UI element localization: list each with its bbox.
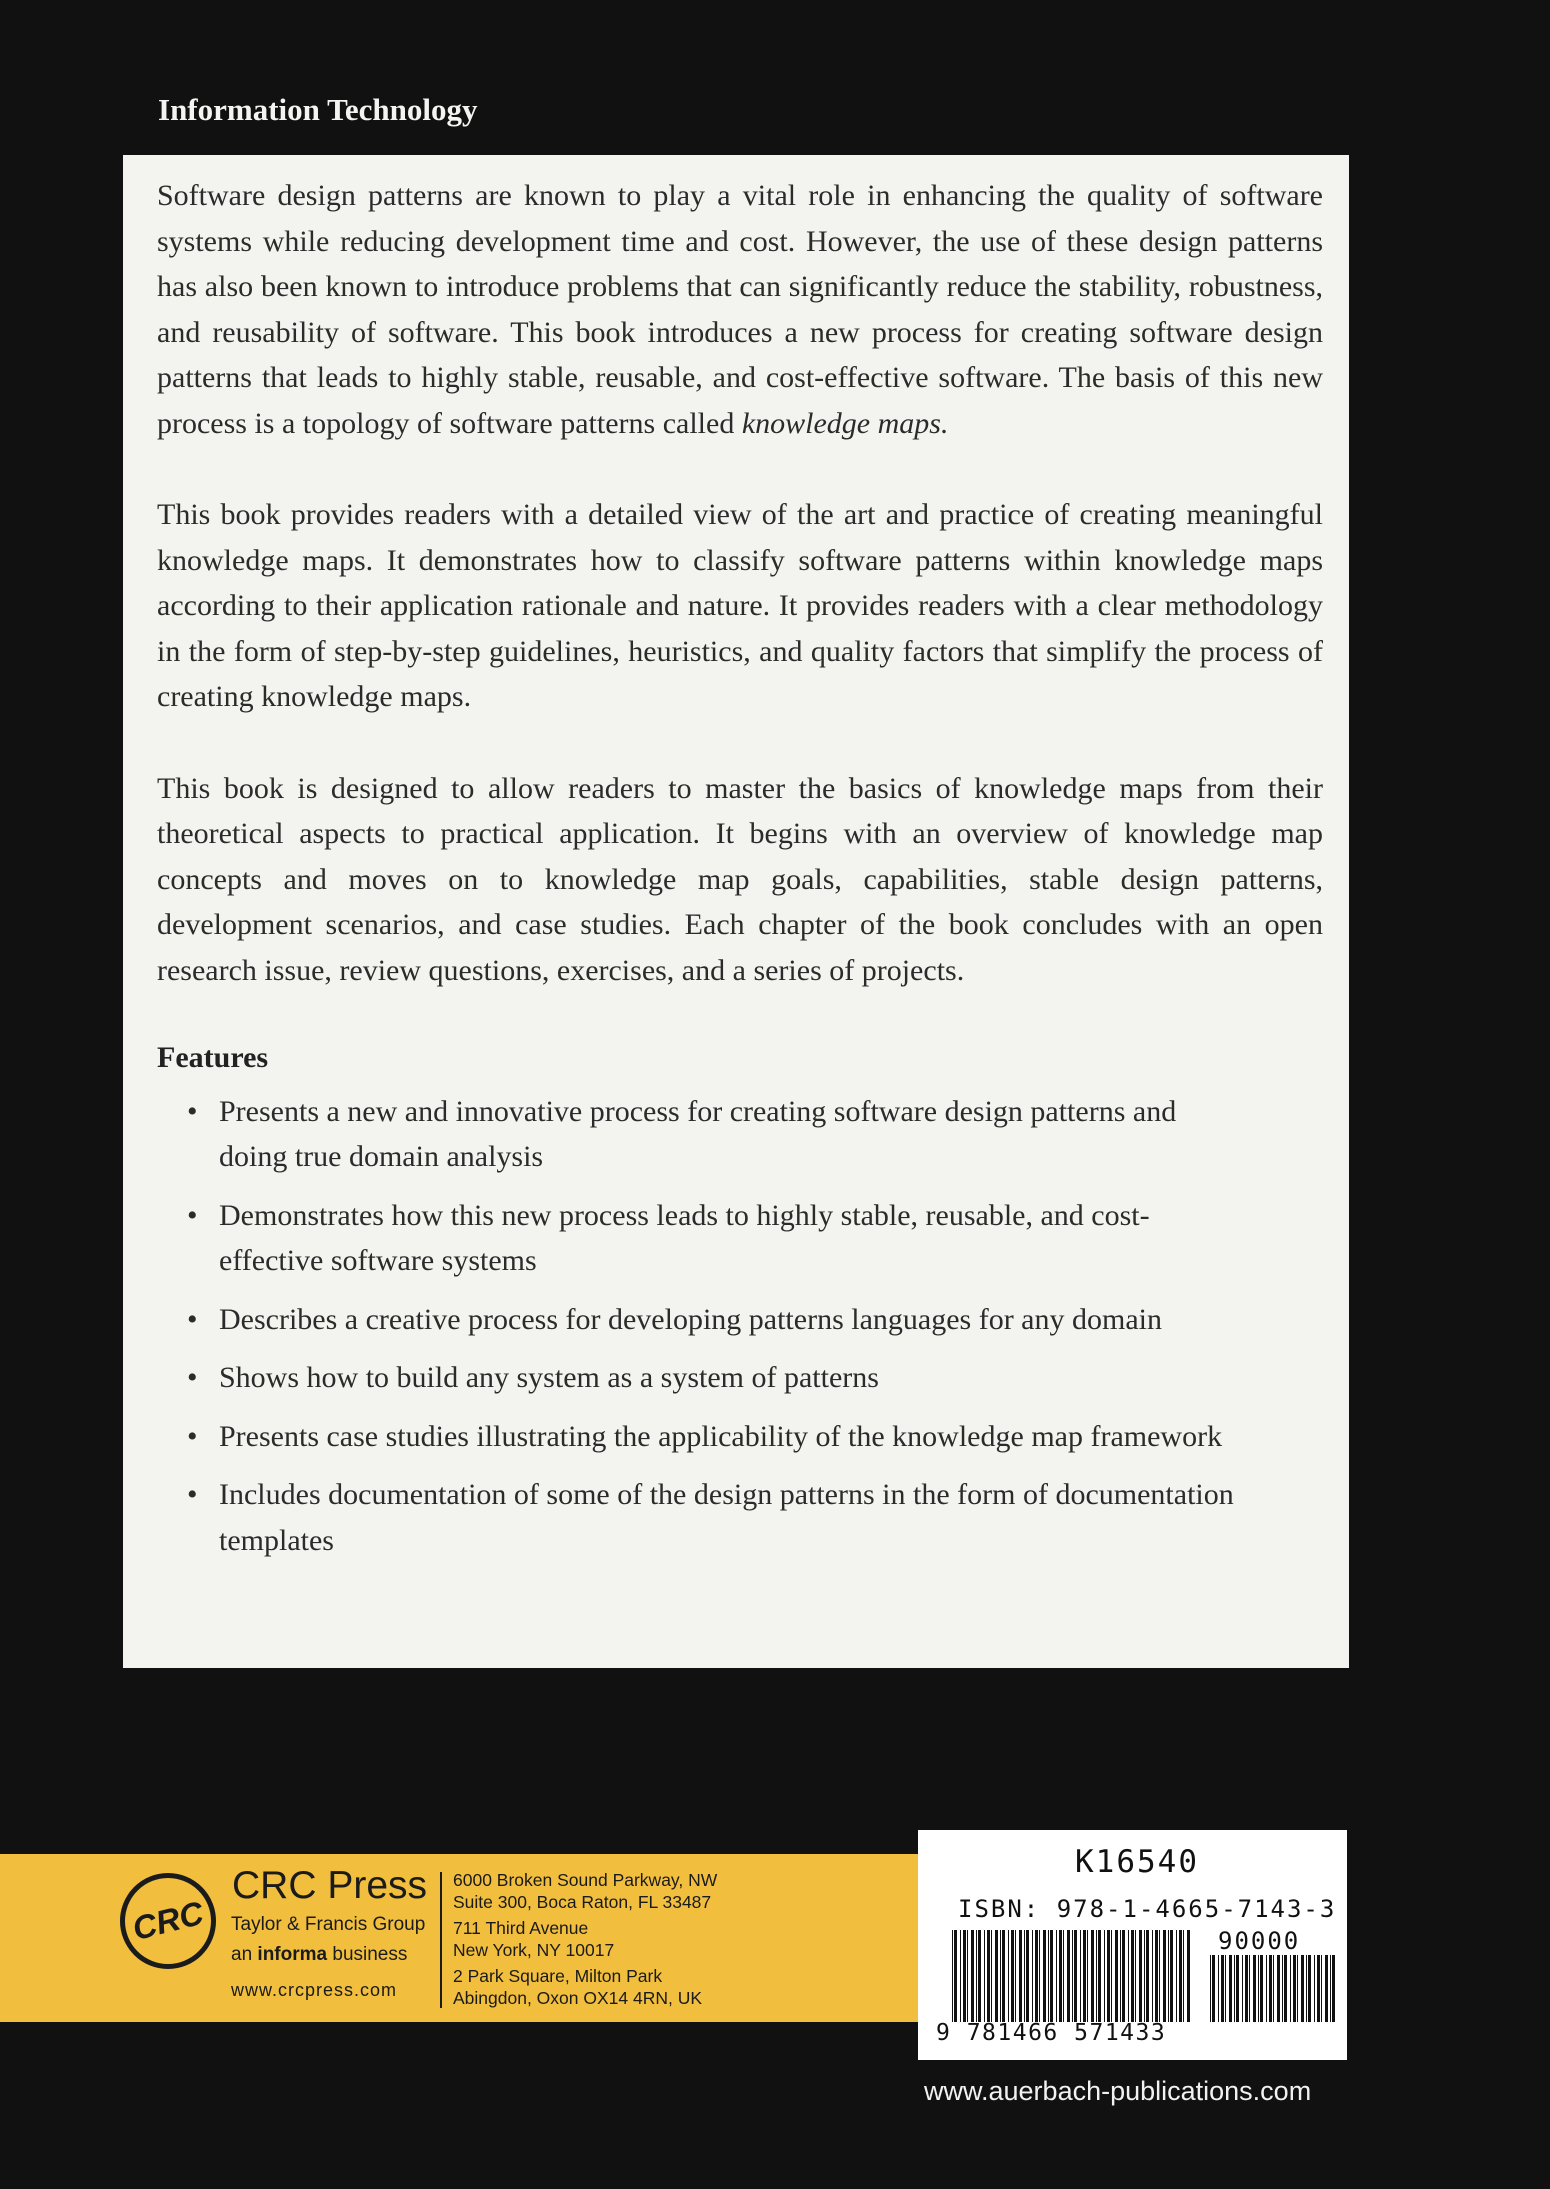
barcode-bar [991,1930,992,2022]
barcode-bar [1225,1955,1226,2022]
barcode-bar [1019,1930,1022,2022]
barcode-bar [1035,1930,1038,2022]
barcode-bar [1152,1930,1153,2022]
feature-item: • Shows how to build any system as a system of patterns [157,1355,1323,1401]
barcode-bar [1170,1930,1173,2022]
barcode-bar [1107,1930,1110,2022]
description-panel [123,155,1349,1668]
barcode-bar [984,1930,985,2022]
barcode-bar [1002,1930,1005,2022]
publisher-address [453,1869,717,2009]
description-paragraph-2: This book provides readers with a detailed view of the art and practice of creating meaningful knowledge maps. It demonstrates how to classify software patterns within knowledge maps according to their application rationale and nature. It provides readers with a clear methodology in the form of step-by-step guidelines, heuristics, and quality factors that simplify the process of creating knowledge maps. [157,498,1323,713]
barcode-bar [1317,1955,1320,2022]
barcode-bar [1104,1930,1105,2022]
barcode-bar [978,1930,981,2022]
barcode-bar [1332,1955,1335,2022]
publisher-business-line [231,1944,407,1966]
address-divider [440,1872,442,2008]
barcode-bar [1135,1930,1136,2022]
barcode-bar [1026,1930,1029,2022]
barcode-bar [960,1930,961,2022]
barcode-bar [1155,1930,1158,2022]
address-line: Suite 300, Boca Raton, FL 33487 [453,1892,712,1912]
barcode-bar [1080,1930,1081,2022]
barcode-bar [1146,1930,1149,2022]
barcode-addon-icon [1210,1955,1338,2022]
isbn-text: ISBN: 978-1-4665-7143-3 [958,1895,1337,1923]
feature-item: • Presents case studies illustrating the applicability of the knowledge map framework [157,1414,1323,1460]
ean-digits: 9 781466 571433 [936,2020,1167,2046]
publisher-group: Taylor & Francis Group [231,1914,426,1935]
feature-item: • Presents a new and innovative process for creating software design patterns and doing true domain analysis [157,1089,1323,1180]
barcode-bar [1144,1930,1145,2022]
barcode-bar [1253,1955,1256,2022]
barcode-bar [1074,1930,1077,2022]
address-line: 711 Third Avenue [453,1918,589,1938]
barcode-bar [1284,1955,1287,2022]
barcode-bar [1218,1955,1219,2022]
crc-logo-icon [120,1873,216,1969]
barcode-bar [1314,1955,1315,2022]
barcode-bar [1083,1930,1086,2022]
barcode-bar [1183,1930,1184,2022]
crc-logo-text: CRC [128,1893,208,1948]
imprint-website: www.auerbach-publications.com [924,2076,1312,2106]
features-list [157,1089,1323,1564]
barcode-bar [1249,1955,1250,2022]
barcode-bar [952,1930,953,2022]
barcode-bar [1321,1955,1322,2022]
barcode-bar [1043,1930,1046,2022]
barcode-bar [1015,1930,1016,2022]
barcode-bar [1325,1955,1328,2022]
barcode-bar [1048,1930,1049,2022]
feature-item: • Demonstrates how this new process leads to highly stable, reusable, and cost-effective software systems [157,1193,1323,1284]
address-line: 6000 Broken Sound Parkway, NW [453,1870,718,1890]
features-heading: Features [157,1041,269,1074]
barcode-bar [1067,1930,1070,2022]
address-line: New York, NY 10017 [453,1940,615,1960]
barcode-bar [1236,1955,1239,2022]
barcode-bar [1293,1955,1296,2022]
barcode-bar [1122,1930,1125,2022]
barcode-bar [1306,1955,1307,2022]
barcode-bar [1297,1955,1298,2022]
barcode-bar [1269,1955,1272,2022]
barcode-bar [1308,1955,1311,2022]
barcode-bar [1032,1930,1033,2022]
barcode-bar [1128,1930,1129,2022]
feature-item: • Describes a creative process for developing patterns languages for any domain [157,1297,1323,1343]
barcode-bar [1282,1955,1283,2022]
barcode-bar [1139,1930,1142,2022]
barcode-bar [1111,1930,1112,2022]
barcode-bar [967,1930,968,2022]
barcode-main-icon [952,1930,1192,2022]
barcode-bar [1210,1955,1211,2022]
address-line: Abingdon, Oxon OX14 4RN, UK [453,1988,703,2008]
barcode-bar [987,1930,990,2022]
barcode-bar [1245,1955,1248,2022]
business-suffix: business [327,1944,408,1965]
barcode-bar [995,1930,998,2022]
barcode-bar [1273,1955,1274,2022]
description-paragraph-3: This book is designed to allow readers to master the basics of knowledge maps from their theoretical aspects to practical application. It begins with an overview of knowledge map concepts and moves on to knowledge map goals, capabilities, stable design patterns, development scenarios, and case studies. Each chapter of the book concludes with an open research issue, review questions, exercises, and a series of projects. [157,771,1323,987]
barcode-bar [1063,1930,1064,2022]
barcode-bar [1091,1930,1094,2022]
barcode-bar [1163,1930,1166,2022]
barcode-bar [1056,1930,1057,2022]
barcode-bar [1301,1955,1304,2022]
paragraph-1-emphasis: knowledge maps. [741,406,949,440]
barcode-bar [1039,1930,1040,2022]
publisher-website: www.crcpress.com [231,1980,398,2000]
barcode-bar [963,1930,966,2022]
barcode-bar [1120,1930,1121,2022]
barcode-bar [1179,1930,1182,2022]
barcode-bar [1072,1930,1073,2022]
barcode-bar [1115,1930,1118,2022]
barcode-bar [1242,1955,1243,2022]
barcode-bar [1266,1955,1267,2022]
category-label: Information Technology [158,92,478,127]
barcode-bar [971,1930,974,2022]
barcode-bar [1059,1930,1062,2022]
price-code: 90000 [1218,1927,1301,1955]
barcode-bar [1087,1930,1088,2022]
barcode-bar [1229,1955,1232,2022]
barcode-bar [1131,1930,1134,2022]
barcode-bar [1168,1930,1169,2022]
barcode-bar [1187,1930,1190,2022]
barcode-bar [1234,1955,1235,2022]
barcode-bar [1212,1955,1215,2022]
description-paragraph-1 [157,173,1323,446]
paragraph-1-text: Software design patterns are known to play a vital role in enhancing the quality of software systems while reducing development time and cost. However, the use of these design patterns has also been known to introduce problems that can significantly reduce the stability, robustness, and reusability of software. This book introduces a new process for creating software design patterns that leads to highly stable, reusable, and cost-effective software. The basis of this new process is a topology of software patterns called [157,179,1323,440]
barcode-bar [1176,1930,1177,2022]
business-brand: informa [257,1944,328,1965]
barcode-bar [1000,1930,1001,2022]
barcode-bar [1024,1930,1025,2022]
barcode-bar [1011,1930,1014,2022]
feature-item: • Includes documentation of some of the design patterns in the form of documentation templates [157,1472,1323,1563]
barcode-bar [1050,1930,1053,2022]
barcode-bar [1221,1955,1224,2022]
barcode-bar [1258,1955,1259,2022]
barcode-bar [976,1930,977,2022]
barcode-bar [1260,1955,1263,2022]
barcode-bar [1096,1930,1097,2022]
barcode-bar [1008,1930,1009,2022]
product-code: K16540 [1075,1844,1199,1880]
address-line: 2 Park Square, Milton Park [453,1966,663,1986]
publisher-name: CRC Press [232,1864,428,1907]
barcode-bar [1330,1955,1331,2022]
barcode-bar [1098,1930,1101,2022]
barcode-bar [1277,1955,1280,2022]
barcode-bar [1290,1955,1291,2022]
barcode-bar [1159,1930,1160,2022]
business-prefix: an [231,1944,258,1965]
barcode-bar [954,1930,957,2022]
